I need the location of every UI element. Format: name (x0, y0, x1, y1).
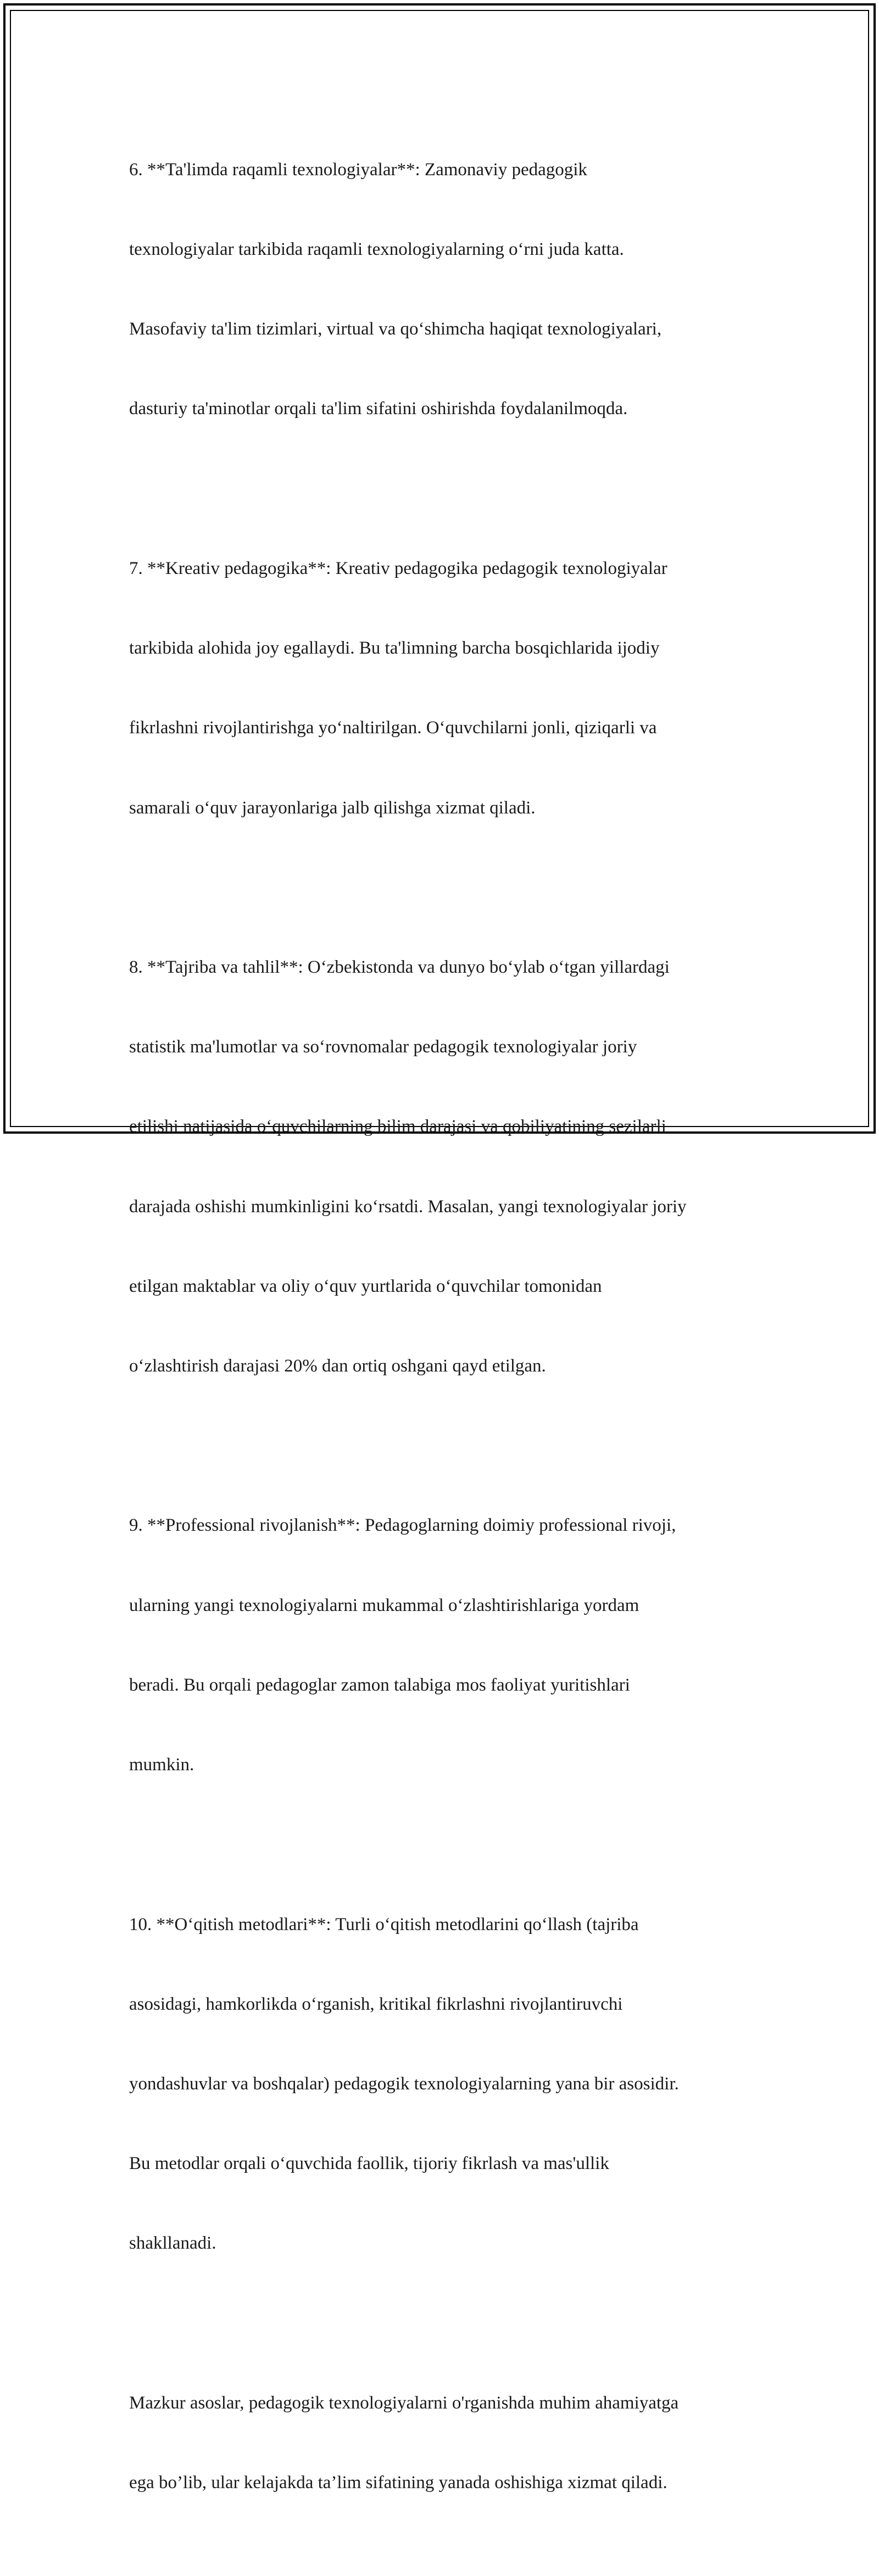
text-line: tarkibida alohida joy egallaydi. Bu ta'limning barcha bosqichlarida ijodiy (129, 638, 660, 659)
paragraph-digital-technologies (129, 103, 764, 476)
text-line: etilishi natijasida o‘quvchilarning bilim darajasi va qobiliyatining sezilarli (129, 1117, 666, 1137)
text-line: mumkin. (129, 1755, 194, 1775)
text-line: ularning yangi texnologiyalarni mukammal o‘zlashtirishlariga yordam (129, 1595, 639, 1615)
text-line: 7. **Kreativ pedagogika**: Kreativ pedagogika pedagogik texnologiyalar (129, 558, 667, 578)
text-line: Bu metodlar orqali o‘quvchida faollik, tijoriy fikrlash va mas'ullik (129, 2154, 609, 2174)
text-line: statistik ma'lumotlar va so‘rovnomalar pedagogik texnologiyalar joriy (129, 1037, 637, 1057)
text-line: dasturiy ta'minotlar orqali ta'lim sifatini oshirishda foydalanilmoqda. (129, 399, 628, 419)
text-line: ega bo’lib, ular kelajakda ta’lim sifatining yanada oshishiga xizmat qiladi. (129, 2473, 667, 2493)
text-line: fikrlashni rivojlantirishga yo‘naltirilgan. O‘quvchilarni jonli, qiziqarli va (129, 718, 657, 738)
text-line: o‘zlashtirish darajasi 20% dan ortiq oshgani qayd etilgan. (129, 1356, 546, 1376)
paragraph-conclusion (129, 2337, 764, 2549)
text-line: etilgan maktablar va oliy o‘quv yurtlarida o‘quvchilar tomonidan (129, 1276, 602, 1296)
text-line: yondashuvlar va boshqalar) pedagogik texnologiyalarning yana bir asosidir. (129, 2074, 679, 2094)
text-line: asosidagi, hamkorlikda o‘rganish, kritikal fikrlashni rivojlantiruvchi (129, 1994, 623, 2014)
paragraph-teaching-methods (129, 1858, 764, 2310)
text-line: texnologiyalar tarkibida raqamli texnologiyalarning o‘rni juda katta. (129, 239, 624, 260)
text-line: darajada oshishi mumkinligini ko‘rsatdi. Masalan, yangi texnologiyalar joriy (129, 1196, 687, 1217)
paragraph-experience-analysis (129, 901, 764, 1432)
text-line: 8. **Tajriba va tahlil**: O‘zbekistonda va dunyo bo‘ylab o‘tgan yillardagi (129, 957, 670, 977)
text-line: samarali o‘quv jarayonlariga jalb qilishga xizmat qiladi. (129, 798, 536, 818)
text-line: Masofaviy ta'lim tizimlari, virtual va qo‘shimcha haqiqat texnologiyalari, (129, 319, 662, 339)
text-line: 10. **O‘qitish metodlari**: Turli o‘qitish metodlarini qo‘llash (tajriba (129, 1914, 639, 1934)
text-line: shakllanadi. (129, 2233, 216, 2254)
text-line: beradi. Bu orqali pedagoglar zamon talabiga mos faoliyat yuritishlari (129, 1675, 630, 1695)
text-line: 6. **Ta'limda raqamli texnologiyalar**: Zamonaviy pedagogik (129, 159, 587, 180)
paragraph-creative-pedagogy (129, 502, 764, 874)
paragraph-professional-development (129, 1459, 764, 1832)
text-line: 9. **Professional rivojlanish**: Pedagoglarning doimiy professional rivoji, (129, 1515, 676, 1536)
text-line: Mazkur asoslar, pedagogik texnologiyalarni o'rganishda muhim ahamiyatga (129, 2393, 679, 2413)
document-body (129, 103, 764, 2576)
